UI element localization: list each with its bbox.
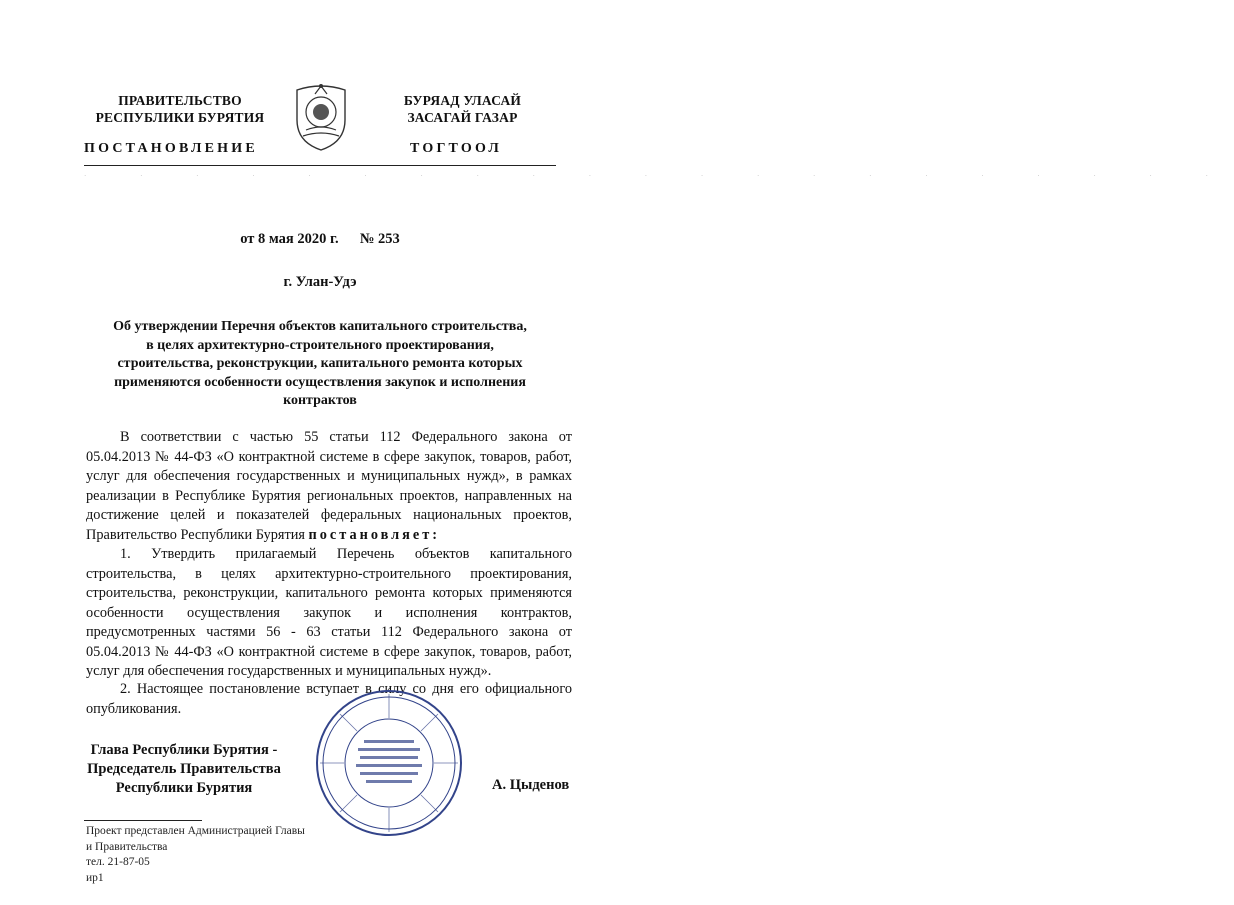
footnote-line-2: и Правительства xyxy=(86,840,168,853)
footnote xyxy=(86,824,305,886)
date-number-line xyxy=(60,231,580,248)
header-divider xyxy=(84,165,556,166)
header-left-line-2: РЕСПУБЛИКИ БУРЯТИЯ xyxy=(95,110,265,125)
header-left-block xyxy=(60,92,300,126)
header-left-line-1: ПРАВИТЕЛЬСТВО xyxy=(118,93,242,108)
official-seal-icon xyxy=(314,688,464,838)
footnote-divider xyxy=(84,820,202,821)
footnote-line-3: тел. 21-87-05 xyxy=(86,856,150,868)
header-right-block xyxy=(380,92,545,126)
intro-text: В соответствии с частью 55 статьи 112 Федерального закона от 05.04.2013 № 44-ФЗ «О контрактной системе в сфере закупок, товаров, работ, услуг для обеспечения государственных и муниципальных нужд», в рамках реализации в Республике Бурятия региональных проектов, направленных на достижение целей и показателей федеральных национальных проектов, Правительство Республики Бурятия xyxy=(86,429,572,543)
header-right-line-1: БУРЯАД УЛАСАЙ xyxy=(403,93,522,108)
doc-type-left: ПОСТАНОВЛЕНИЕ xyxy=(84,141,258,156)
intro-paragraph xyxy=(86,428,572,545)
doc-type-right: ТОГТООЛ xyxy=(410,141,503,156)
signatory-name: А. Цыденов xyxy=(492,777,570,793)
signatory-line-1: Глава Республики Бурятия - xyxy=(90,742,278,758)
signatory-line-3: Республики Бурятия xyxy=(115,780,253,796)
item-2-paragraph: 2. Настоящее постановление вступает в силу со дня его официального опубликования. xyxy=(86,681,572,717)
signatory-line-2: Председатель Правительства xyxy=(87,761,281,777)
footnote-line-1: Проект представлен Администрацией Главы xyxy=(86,825,305,837)
signatory-title xyxy=(84,741,284,798)
coat-of-arms-icon xyxy=(289,80,353,152)
decree-word: постановляет: xyxy=(308,526,441,543)
footnote-line-4: ир1 xyxy=(86,871,104,884)
document-title: Об утверждении Перечня объектов капитального строительства, в целях архитектурно-строительного проектирования, строительства, реконструкции, капитального ремонта которых применяются особенности осуществления закупок и исполнения контрактов xyxy=(113,319,527,408)
header-right-line-2: ЗАСАГАЙ ГАЗАР xyxy=(407,110,518,125)
item-1-paragraph: 1. Утвердить прилагаемый Перечень объектов капитального строительства, в целях архитектурно-строительного проектирования, строительства, реконструкции, капитального ремонта которых применяются особенности осуществления закупок и исполнения контрактов, предусмотренных частями 56 - 63 статьи 112 Федерального закона от 05.04.2013 № 44-ФЗ «О контрактной системе в сфере закупок, товаров, работ, услуг для обеспечения государственных и муниципальных нужд». xyxy=(86,546,572,679)
header-dotted-line: · · · · · · · · · · · · · · · · · · · · · xyxy=(84,172,1234,180)
city: г. Улан-Удэ xyxy=(283,274,357,290)
document-number: № 253 xyxy=(359,231,400,247)
document-date: от 8 мая 2020 г. xyxy=(240,231,339,247)
